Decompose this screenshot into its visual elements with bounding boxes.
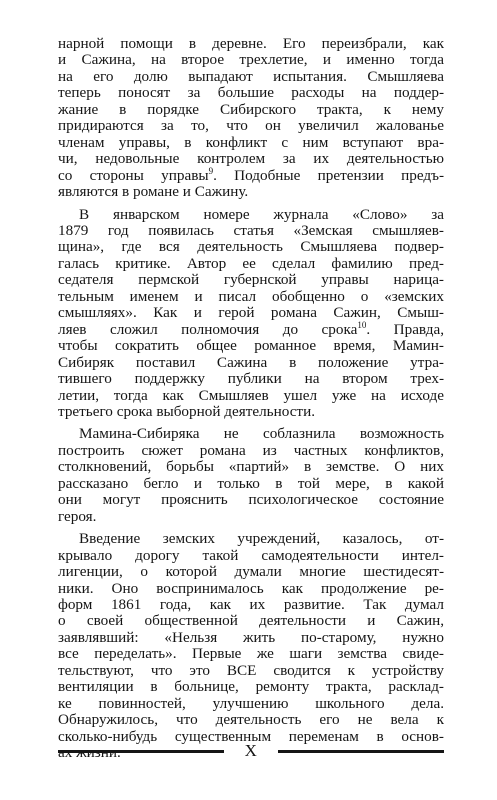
text-line: сколько-нибудь существенным переменам в основ- — [58, 727, 444, 745]
text-line: чтобы сократить общее романное время, Мамин- — [58, 337, 444, 355]
text-line: седателя пермской губернской управы нарица- — [58, 271, 444, 289]
paragraph — [58, 207, 444, 421]
paragraph — [58, 426, 444, 525]
text-line: галась критике. Автор ее сделал фамилию пред- — [58, 254, 444, 272]
text-line: все переделать». Первые же шаги земства свиде- — [58, 645, 444, 663]
text-line: ляев сложил полномочия до срока$^{10}$. Правда, — [58, 319, 444, 338]
text-line: ники. Оно воспринималось как продолжение ре- — [58, 579, 444, 597]
text-line: теперь поносят за большие расходы на поддер- — [58, 84, 444, 102]
text-line: они могут прояснить психологическое состояние — [58, 491, 444, 509]
text-line: В январском номере журнала «Слово» за — [79, 205, 444, 223]
text-line: построить сюжет романа из частных конфликтов, — [58, 441, 444, 459]
page-footer — [58, 740, 444, 764]
text-line: заявлявший: «Нельзя жить по-старому, нужно — [58, 628, 444, 646]
text-line: смышляях». Как и герой романа Сажин, Смыш- — [58, 304, 444, 322]
text-line: третьего срока выборной деятельности. — [58, 402, 315, 420]
text-line: Обнаружилось, что деятельность его не вела к — [58, 711, 444, 729]
text-line: членам управы, в конфликт с ним вступают вра- — [58, 133, 444, 151]
text-line: ке повинностей, улучшению школьного дела. — [58, 694, 444, 712]
body-text — [58, 36, 444, 761]
text-line: о своей общественной деятельности и Сажин, — [58, 612, 444, 630]
text-line: являются в романе и Сажину. — [58, 183, 249, 201]
text-line: лигенции, о которой думали многие шестидесят- — [58, 563, 444, 581]
text-line: крывало дорогу такой самодеятельности интел- — [58, 546, 444, 564]
text-line: рассказано бегло и только в той мере, в какой — [58, 474, 444, 492]
footnote-marker: 9 — [208, 165, 214, 176]
text-line: нарной помощи в деревне. Его переизбрали, как — [58, 35, 444, 52]
text-line: щина», где вся деятельность Смышляева подвер- — [58, 238, 444, 256]
text-line: вентиляции в больнице, ремонту тракта, расклад- — [58, 678, 444, 696]
text-line: летии, тогда как Смышляев ушел уже на исходе — [58, 386, 444, 404]
paragraph — [58, 531, 444, 761]
footer-rule-right — [278, 750, 444, 753]
text-line: со стороны управы$^9$. Подобные претензии предъ- — [58, 165, 445, 184]
text-line: придираются за то, что он увеличил жалованье — [58, 117, 444, 135]
text-line: форм 1861 года, как их развитие. Так думал — [58, 595, 444, 613]
text-line: тельным именем и писал обобщенно о «земских — [58, 287, 444, 305]
text-line: тившего поддержку публики на втором трех- — [58, 370, 444, 388]
text-line: на его долю выпадают испытания. Смышляева — [58, 67, 444, 85]
page-number: X — [244, 741, 258, 760]
text-line: 1879 год появилась статья «Земская смышляев- — [58, 221, 444, 239]
text-line: и Сажина, на второе трехлетие, и именно тогда — [58, 51, 444, 69]
footnote-marker: 10 — [357, 319, 367, 330]
text-line: Введение земских учреждений, казалось, от- — [79, 530, 444, 548]
text-line: Мамина-Сибиряка не соблазнила возможность — [79, 425, 444, 443]
text-line: тельствуют, что это ВСЕ сводится к устройству — [58, 661, 444, 679]
text-line: героя. — [58, 507, 97, 525]
paragraph — [58, 36, 444, 201]
text-line: столкновений, борьбы «партий» в земстве. О них — [58, 458, 444, 476]
text-line: жание в порядке Сибирского тракта, к нему — [58, 100, 444, 118]
text-line: чи, недовольные контролем за их деятельностью — [58, 150, 444, 168]
text-line: Сибиряк поставил Сажина в положение утра- — [58, 353, 444, 371]
